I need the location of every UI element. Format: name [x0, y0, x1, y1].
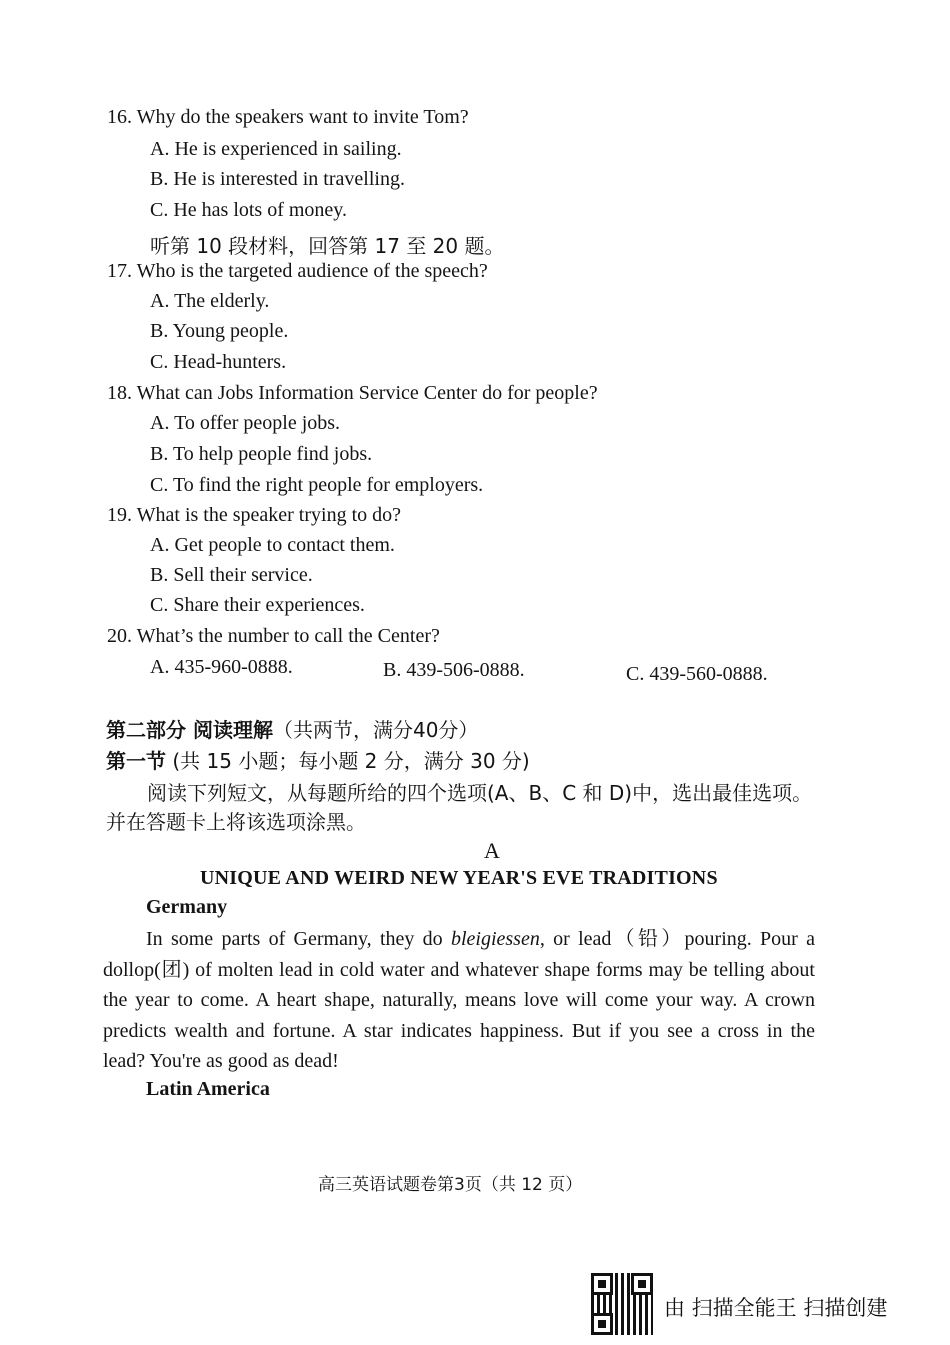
paragraph-italic-term: bleigiessen — [450, 928, 540, 950]
question-19-option-b: B. Sell their service. — [150, 564, 313, 586]
page-footer: 高三英语试题卷第3页（共 12 页） — [318, 1175, 583, 1195]
part2-heading-bold: 第二部分 阅读理解 — [106, 718, 273, 742]
paragraph-text-2: , or lead（铅）pouring. Pour a dollop(团) of molten lead in cold water and whatever shape forms may be telling about the year to come. A heart shape, naturally, means love will come your way. A crown predicts wealth and fortune. A star indicates happiness. But if you see a cross in the lead? You're as good as dead! — [103, 928, 815, 1072]
section1-heading — [106, 745, 530, 774]
question-16-option-c: C. He has lots of money. — [150, 199, 348, 221]
question-16-option-a: A. He is experienced in sailing. — [150, 138, 402, 160]
question-18-option-c: C. To find the right people for employers. — [150, 474, 484, 496]
passage-title: UNIQUE AND WEIRD NEW YEAR'S EVE TRADITIONS — [200, 867, 718, 889]
scanner-watermark: 由 扫描全能王 扫描创建 — [664, 1296, 888, 1320]
question-16-stem: 16. Why do the speakers want to invite Tom? — [107, 106, 469, 128]
reading-instruction-line1: 阅读下列短文，从每题所给的四个选项(A、B、C 和 D)中，选出最佳选项。 — [147, 781, 813, 805]
question-16-option-b: B. He is interested in travelling. — [150, 168, 405, 190]
listening-instruction: 听第 10 段材料，回答第 17 至 20 题。 — [150, 234, 505, 258]
question-19-option-c: C. Share their experiences. — [150, 594, 365, 616]
question-19-stem: 19. What is the speaker trying to do? — [107, 504, 402, 526]
question-20-option-b: B. 439-506-0888. — [383, 659, 525, 681]
question-18-stem: 18. What can Jobs Information Service Center do for people? — [107, 382, 598, 404]
question-19-option-a: A. Get people to contact them. — [150, 534, 395, 556]
question-20-option-c: C. 439-560-0888. — [626, 663, 768, 685]
section-heading-germany: Germany — [146, 896, 228, 918]
passage-letter: A — [484, 838, 500, 863]
question-17-stem: 17. Who is the targeted audience of the speech? — [107, 260, 488, 282]
question-20-stem: 20. What’s the number to call the Center? — [107, 625, 440, 647]
section1-heading-rest: (共 15 小题；每小题 2 分，满分 30 分) — [166, 749, 530, 773]
question-20-option-a: A. 435-960-0888. — [150, 656, 293, 678]
paragraph-text-1: In some parts of Germany, they do — [146, 928, 451, 950]
section-heading-latin-america: Latin America — [146, 1078, 270, 1100]
section1-heading-bold: 第一节 — [106, 749, 166, 773]
question-17-option-b: B. Young people. — [150, 320, 289, 342]
question-17-option-c: C. Head-hunters. — [150, 351, 287, 373]
passage-paragraph-germany — [103, 924, 815, 1077]
reading-instruction-line2: 并在答题卡上将该选项涂黑。 — [106, 810, 366, 834]
qr-code-icon — [591, 1273, 653, 1335]
part2-heading-rest: （共两节，满分40分） — [272, 718, 479, 742]
question-17-option-a: A. The elderly. — [150, 290, 270, 312]
question-18-option-a: A. To offer people jobs. — [150, 412, 341, 434]
part2-heading — [106, 714, 478, 743]
question-18-option-b: B. To help people find jobs. — [150, 443, 373, 465]
